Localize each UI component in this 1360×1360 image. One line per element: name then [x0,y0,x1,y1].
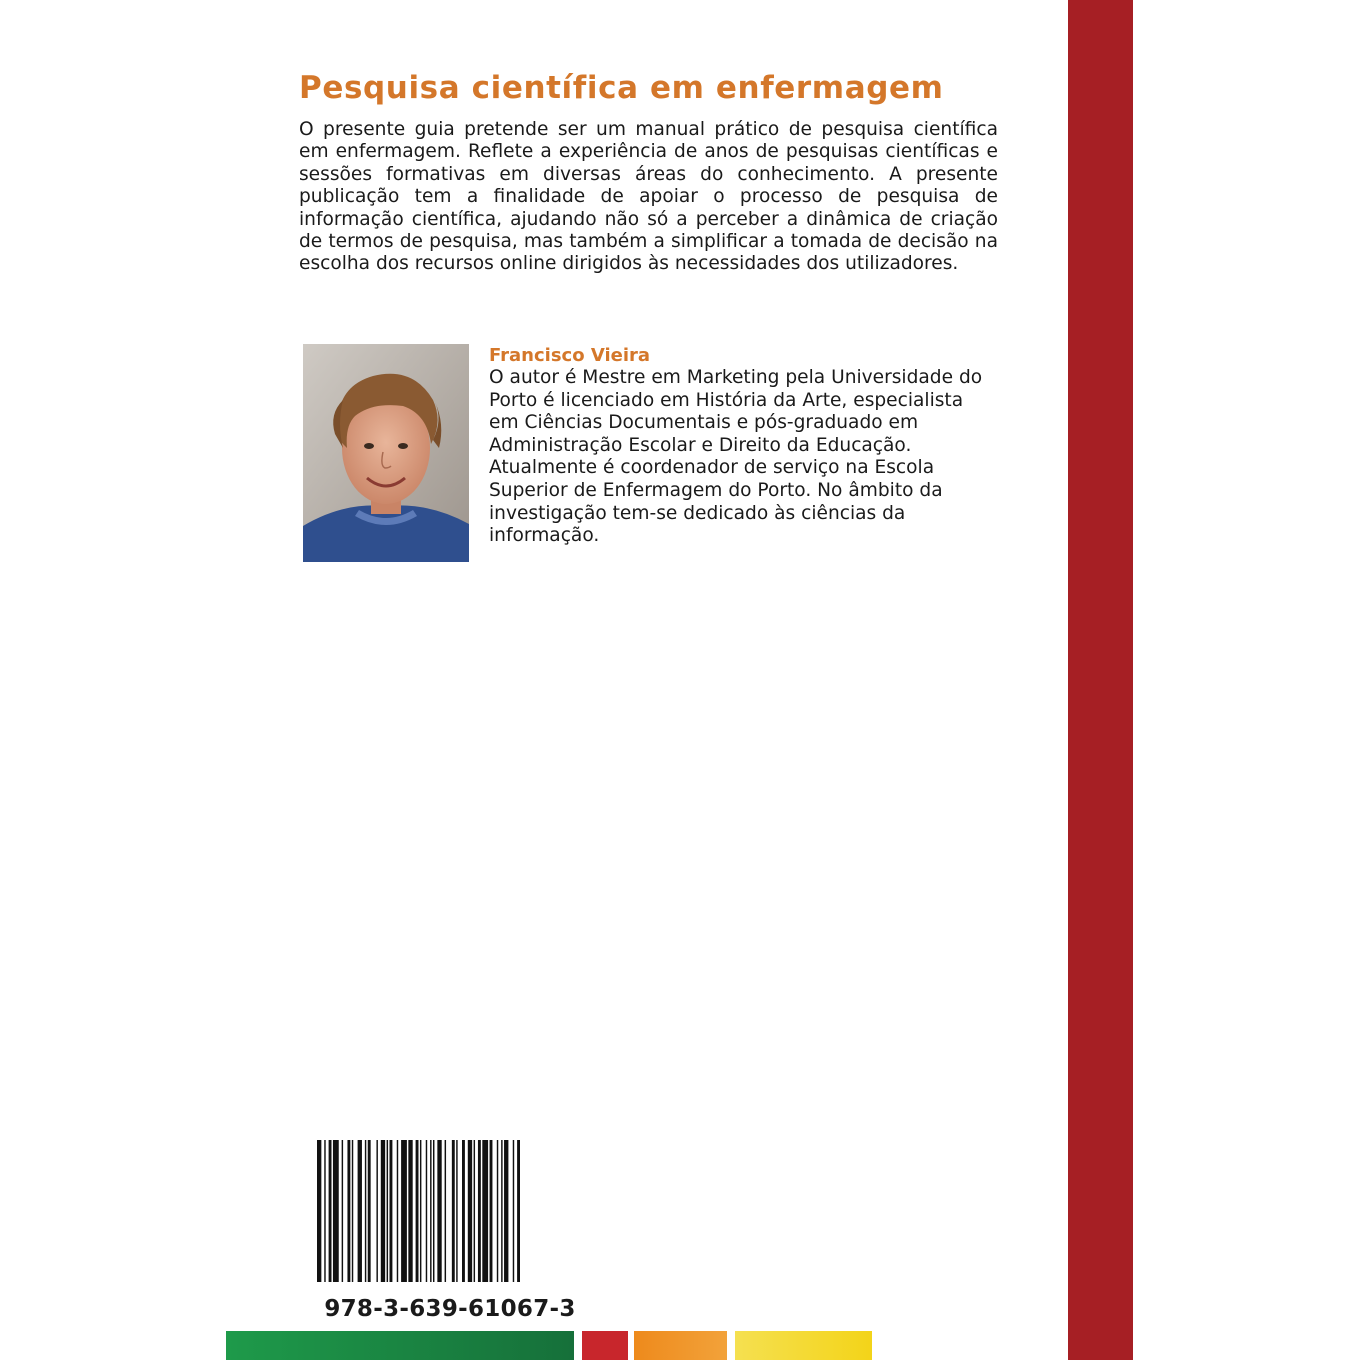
spine-band [1068,0,1133,1360]
author-bio-line: Administração Escolar e Direito da Educação. [489,434,912,456]
book-title: Pesquisa científica em enfermagem [299,70,944,106]
color-stripe-yellow [735,1331,872,1360]
author-bio-line: informação. [489,525,600,547]
author-bio-line: Atualmente é coordenador de serviço na Escola [489,457,935,479]
author-bio-line: O autor é Mestre em Marketing pela Universidade do [489,367,983,388]
color-stripe-green [226,1331,574,1360]
color-stripe-orange [634,1331,727,1360]
author-bio-line: em Ciências Documentais e pós-graduado em [489,412,919,434]
author-bio [489,367,1009,548]
author-photo [303,344,469,562]
isbn-barcode-icon [317,1140,583,1282]
book-description: O presente guia pretende ser um manual prático de pesquisa científica em enfermagem. Reflete a experiência de anos de pesquisas científicas e sessões formativas em diversas áreas do conhecimento. A presente publicação tem a finalidade de apoiar o processo de pesquisa de informação científica, ajudando não só a perceber a dinâmica de criação de termos de pesquisa, mas também a simplificar a tomada de decisão na escolha dos recursos online dirigidos às necessidades dos utilizadores. [299,119,998,275]
author-bio-line: Superior de Enfermagem do Porto. No âmbito da [489,479,943,501]
author-bio-line: Porto é licenciado em História da Arte, especialista [489,389,964,411]
isbn-number: 978-3-639-61067-3 [324,1296,576,1322]
author-name: Francisco Vieira [489,345,651,366]
color-stripe-red [582,1331,628,1360]
author-bio-line: investigação tem-se dedicado às ciências da [489,502,906,524]
